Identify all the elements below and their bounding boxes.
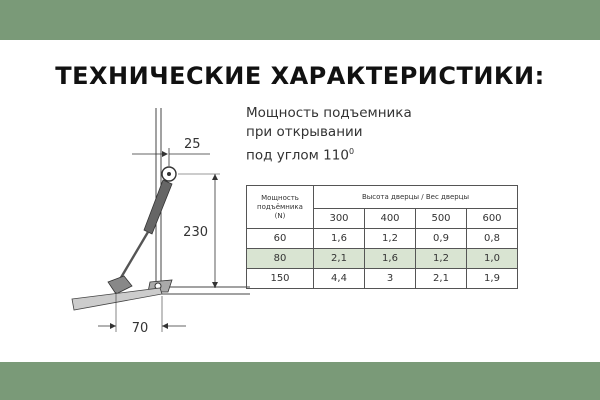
dimension-top-label: 25 — [184, 137, 201, 152]
caption-line-1: Мощность подъемника — [246, 105, 412, 121]
value-cell: 2,1 — [314, 249, 365, 269]
power-cell: 80 — [247, 249, 314, 269]
value-cell: 2,1 — [416, 269, 467, 289]
degree-superscript: 0 — [348, 147, 355, 156]
value-cell: 0,9 — [416, 229, 467, 249]
group-header-cell: Высота дверцы / Вес дверцы — [314, 186, 518, 209]
caption-line-2: при открывании — [246, 124, 363, 140]
value-cell: 0,8 — [467, 229, 518, 249]
cabinet-bottom-panel — [161, 287, 250, 294]
power-cell: 60 — [247, 229, 314, 249]
value-cell: 1,2 — [416, 249, 467, 269]
power-header-cell: Мощность подъёмника (N) — [247, 186, 314, 229]
column-header: 500 — [416, 209, 467, 229]
value-cell: 1,6 — [365, 249, 416, 269]
power-cell: 150 — [247, 269, 314, 289]
column-header: 600 — [467, 209, 518, 229]
lift-power-caption — [246, 104, 412, 166]
column-header: 400 — [365, 209, 416, 229]
table-row-highlighted — [247, 249, 518, 269]
dimension-bottom-label: 70 — [131, 321, 149, 336]
caption-line-3: под углом $110^0$ — [246, 147, 355, 164]
value-cell: 1,6 — [314, 229, 365, 249]
table-row — [247, 229, 518, 249]
table-row — [247, 269, 518, 289]
lift-mechanism-diagram — [60, 96, 250, 346]
page-title: ТЕХНИЧЕСКИЕ ХАРАКТЕРИСТИКИ: — [55, 62, 545, 90]
value-cell: 3 — [365, 269, 416, 289]
table-header-row — [247, 186, 518, 209]
value-cell: 1,9 — [467, 269, 518, 289]
gas-strut — [116, 180, 172, 286]
column-header: 300 — [314, 209, 365, 229]
value-cell: 4,4 — [314, 269, 365, 289]
spec-table — [246, 185, 518, 289]
dimension-height-label: 230 — [183, 225, 208, 240]
value-cell: 1,2 — [365, 229, 416, 249]
value-cell: 1,0 — [467, 249, 518, 269]
